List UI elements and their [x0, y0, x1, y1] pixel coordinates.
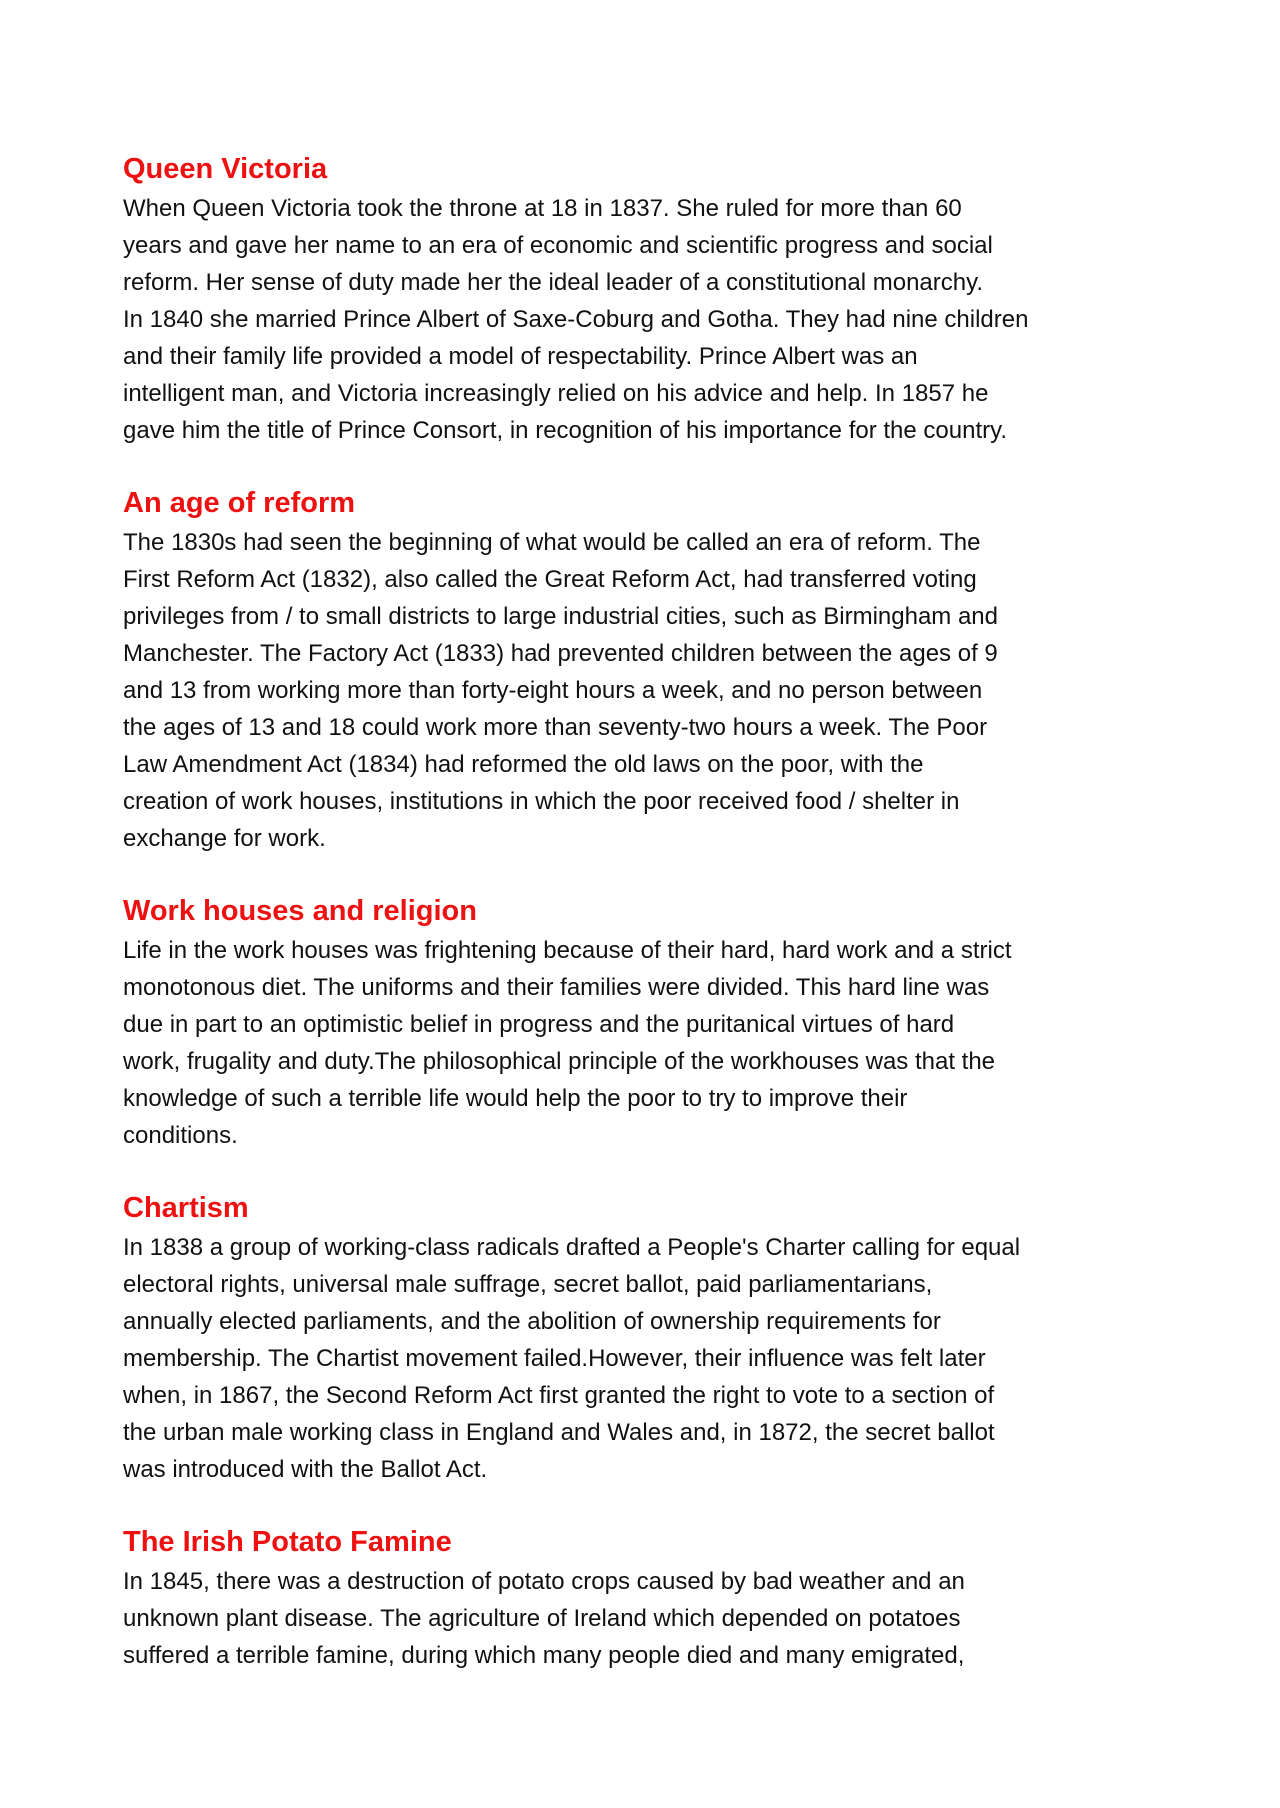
paragraph-line: gave him the title of Prince Consort, in recognition of his importance for the country. [123, 417, 1007, 444]
paragraph-line: intelligent man, and Victoria increasingly relied on his advice and help. In 1857 he [123, 380, 989, 407]
section-work-houses-and-religion [123, 894, 1183, 1154]
paragraph-line: When Queen Victoria took the throne at 18 in 1837. She ruled for more than 60 [123, 195, 962, 222]
paragraph-line: the ages of 13 and 18 could work more than seventy-two hours a week. The Poor [123, 714, 988, 741]
paragraph-line: knowledge of such a terrible life would help the poor to try to improve their [123, 1085, 908, 1112]
paragraph-line: monotonous diet. The uniforms and their families were divided. This hard line was [123, 974, 990, 1001]
paragraph-line: and their family life provided a model of respectability. Prince Albert was an [123, 343, 918, 370]
paragraph-line: work, frugality and duty.The philosophical principle of the workhouses was that the [123, 1048, 996, 1075]
paragraph-line: The 1830s had seen the beginning of what would be called an era of reform. The [123, 529, 981, 556]
section-heading: An age of reform [123, 487, 356, 519]
section-queen-victoria [123, 152, 1183, 449]
section-heading: Chartism [123, 1192, 249, 1224]
paragraph-line: creation of work houses, institutions in which the poor received food / shelter in [123, 788, 960, 815]
paragraph-line: years and gave her name to an era of economic and scientific progress and social [123, 232, 993, 259]
paragraph-line: due in part to an optimistic belief in progress and the puritanical virtues of hard [123, 1011, 955, 1038]
paragraph-line: electoral rights, universal male suffrage, secret ballot, paid parliamentarians, [123, 1271, 933, 1298]
paragraph-line: In 1845, there was a destruction of potato crops caused by bad weather and an [123, 1568, 965, 1595]
paragraph-line: annually elected parliaments, and the abolition of ownership requirements for [123, 1308, 941, 1335]
paragraph-line: suffered a terrible famine, during which many people died and many emigrated, [123, 1642, 965, 1669]
paragraph-line: when, in 1867, the Second Reform Act first granted the right to vote to a section of [123, 1382, 995, 1409]
section-chartism [123, 1191, 1183, 1488]
paragraph-line: and 13 from working more than forty-eight hours a week, and no person between [123, 677, 983, 704]
section-age-of-reform [123, 486, 1183, 857]
paragraph-line: In 1840 she married Prince Albert of Saxe-Coburg and Gotha. They had nine children [123, 306, 1029, 333]
paragraph-line: conditions. [123, 1122, 238, 1149]
section-heading: Work houses and religion [123, 895, 477, 927]
paragraph-line: privileges from / to small districts to large industrial cities, such as Birmingham and [123, 603, 998, 630]
paragraph-line: First Reform Act (1832), also called the Great Reform Act, had transferred voting [123, 566, 977, 593]
section-heading: Queen Victoria [123, 153, 328, 185]
paragraph-line: Life in the work houses was frightening because of their hard, hard work and a strict [123, 937, 1012, 964]
paragraph-line: reform. Her sense of duty made her the ideal leader of a constitutional monarchy. [123, 269, 984, 296]
paragraph-line: was introduced with the Ballot Act. [123, 1456, 488, 1483]
paragraph-line: the urban male working class in England and Wales and, in 1872, the secret ballot [123, 1419, 995, 1446]
section-irish-potato-famine [123, 1525, 1183, 1674]
paragraph-line: Law Amendment Act (1834) had reformed the old laws on the poor, with the [123, 751, 924, 778]
section-heading: The Irish Potato Famine [123, 1526, 452, 1558]
paragraph-line: unknown plant disease. The agriculture of Ireland which depended on potatoes [123, 1605, 961, 1632]
paragraph-line: membership. The Chartist movement failed.However, their influence was felt later [123, 1345, 986, 1372]
paragraph-line: In 1838 a group of working-class radicals drafted a People's Charter calling for equal [123, 1234, 1021, 1261]
document-page [123, 152, 1183, 1711]
paragraph-line: Manchester. The Factory Act (1833) had prevented children between the ages of 9 [123, 640, 998, 667]
paragraph-line: exchange for work. [123, 825, 326, 852]
